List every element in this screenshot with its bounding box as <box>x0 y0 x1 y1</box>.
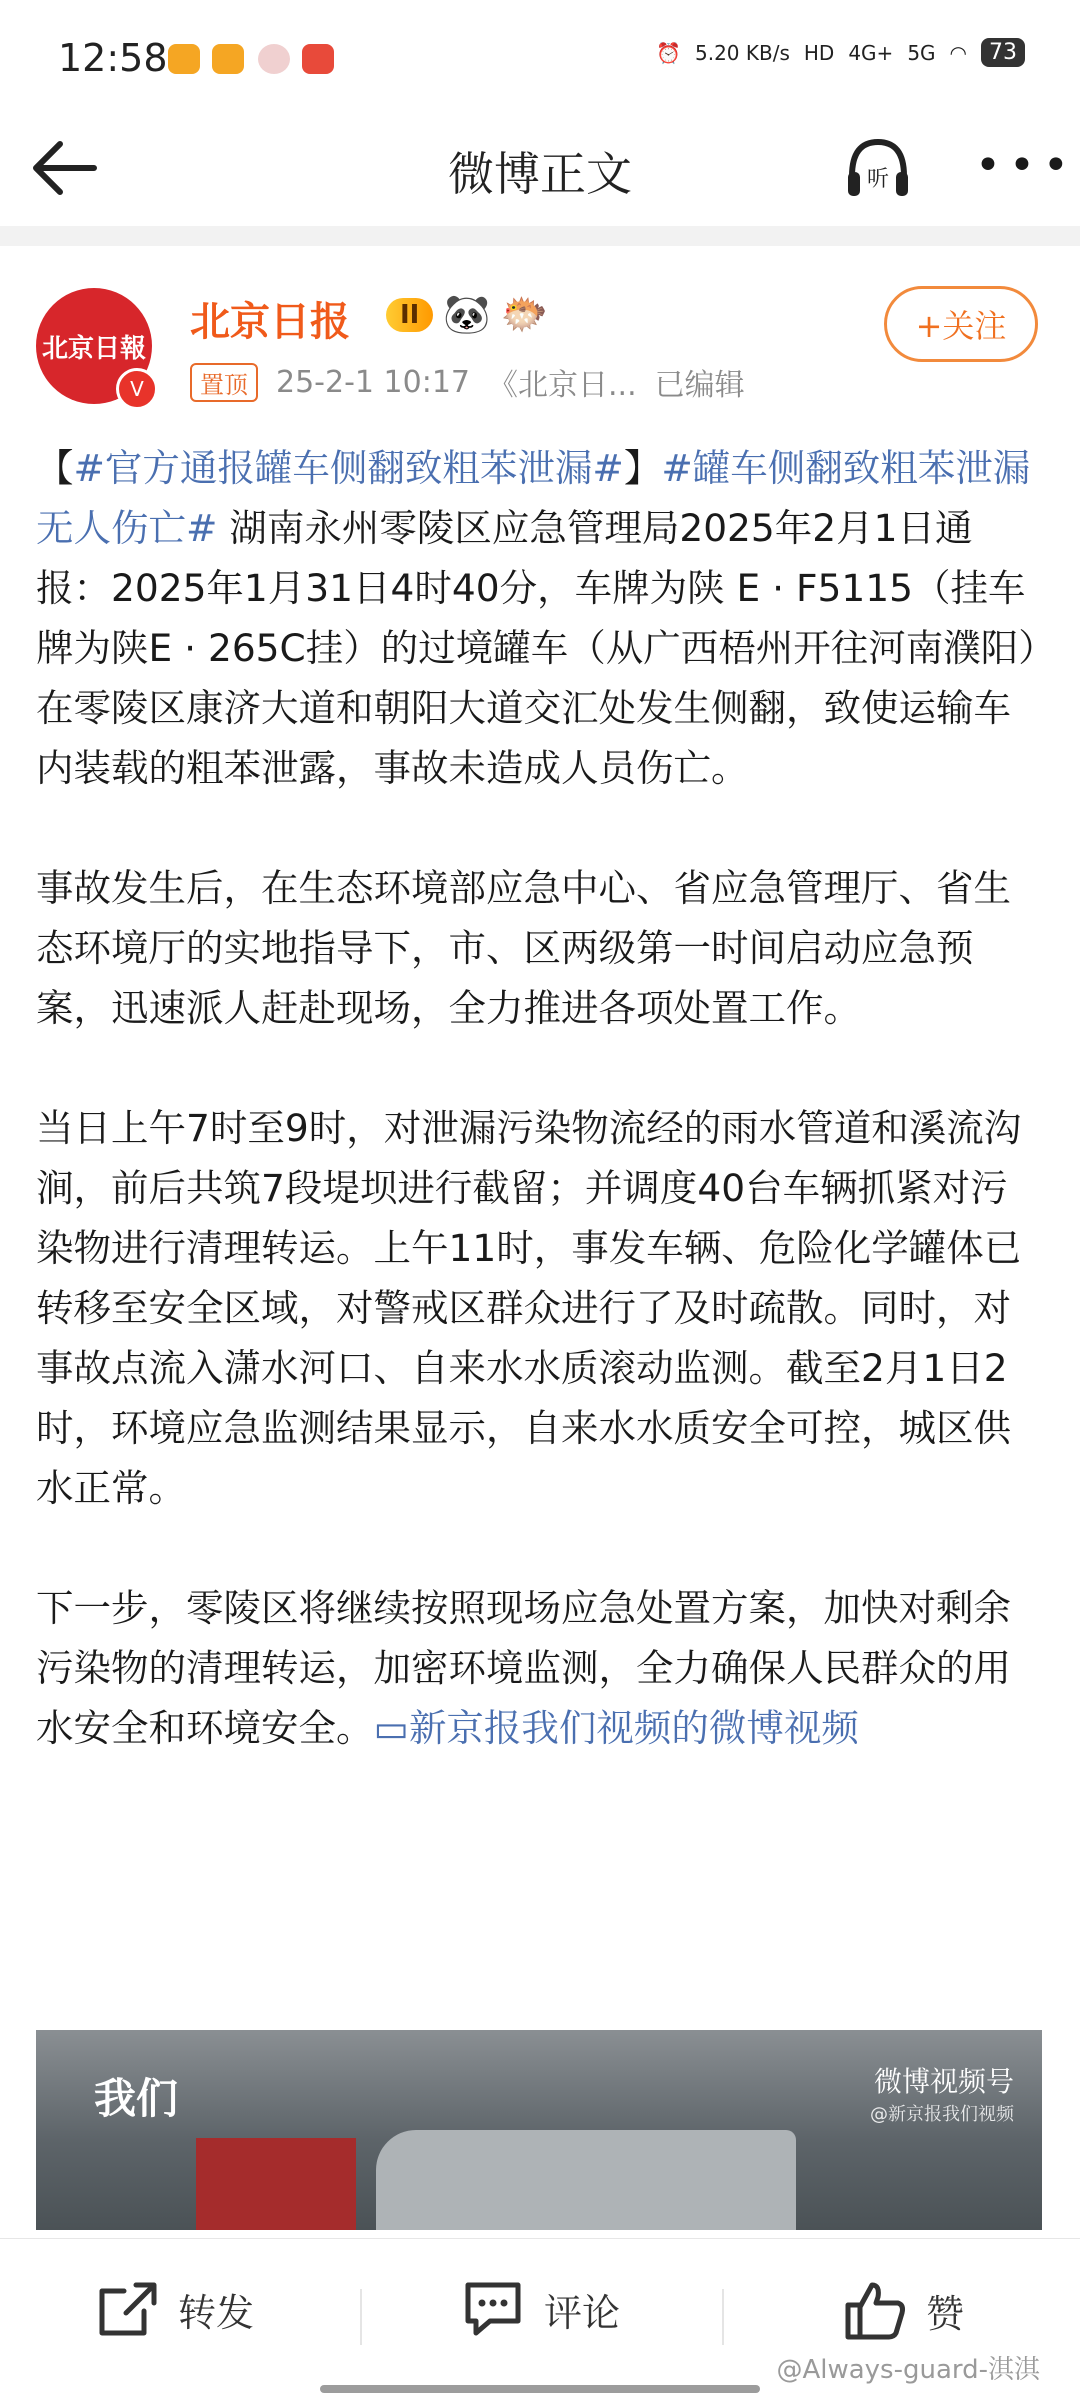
section-divider <box>0 226 1080 246</box>
video-brand <box>870 2060 1014 2126</box>
toutiao-notification-icon <box>302 44 334 74</box>
paragraph-1-text: 湖南永州零陵区应急管理局2025年2月1日通报：2025年1月31日4时40分，车牌为陕 E · F5115（挂车牌为陕E · 265C挂）的过境罐车（从广西梧州开往河南濮阳）在零陵区康济大道和朝阳大道交汇处发生侧翻，致使运输车内装载的粗苯泄露，事故未造成人员伤亡。 <box>36 506 1037 790</box>
watermark: @Always-guard-淇淇 <box>776 2355 1040 2385</box>
page-title: 微博正文 <box>448 147 632 201</box>
status-bar <box>0 0 1080 110</box>
comment-label: 评论 <box>544 2290 621 2335</box>
video-thumbnail[interactable] <box>36 2030 1042 2230</box>
hashtag-link-2[interactable]: #罐车侧翻致粗苯泄漏无人伤亡# <box>36 446 1031 550</box>
video-brand-sub: @新京报我们视频 <box>870 2104 1014 2125</box>
author-name[interactable]: 北京日报 <box>190 299 350 345</box>
paragraph-1: 【#官方通报罐车侧翻致粗苯泄漏#】#罐车侧翻致粗苯泄漏无人伤亡# 湖南永州零陵区应急管理局2025年2月1日通报：2025年1月31日4时40分，车牌为陕 E · F5115（挂车牌为陕E · 265C挂）的过境罐车（从广西梧州开往河南濮阳）在零陵区康济大道和朝阳大道交汇处发生侧翻，致使运输车内装载的粗苯泄露，事故未造成人员伤亡。 <box>36 446 1037 790</box>
video-link-text: 新京报我们视频的微博视频 <box>408 1706 859 1750</box>
alarm-icon: ⏰ <box>656 40 681 65</box>
listen-headphones-icon[interactable] <box>842 132 914 204</box>
like-label: 赞 <box>926 2291 965 2336</box>
panda-icon: 🐼 <box>443 292 491 336</box>
hashtag-link[interactable]: #官方通报罐车侧翻致粗苯泄漏# <box>73 446 624 490</box>
like-button[interactable] <box>842 2279 964 2341</box>
verified-badge-icon: V <box>116 368 158 410</box>
author-badges <box>386 292 548 337</box>
wifi-icon: ◠ <box>949 40 967 65</box>
signal-4g: 4G+ <box>848 40 894 65</box>
video-link[interactable] <box>374 1706 859 1750</box>
thumbs-up-icon <box>842 2279 908 2341</box>
video-brand-name: 微博视频号 <box>873 2065 1014 2098</box>
video-link-icon: ▭ <box>373 1706 409 1750</box>
weibo-notification-icon-2 <box>212 44 244 74</box>
more-options-icon[interactable]: ••• <box>975 140 1077 191</box>
paragraph-4-text: 下一步，零陵区将继续按照现场应急处置方案，加快对剩余污染物的清理转运，加密环境监测，全力确保人民群众的用水安全和环境安全。 <box>36 1586 1011 1750</box>
vip-badge: II <box>386 298 433 332</box>
net-speed: 5.20 KB/s <box>694 40 790 65</box>
repost-icon <box>96 2279 160 2339</box>
status-time: 12:58 <box>58 36 168 80</box>
comment-button[interactable] <box>460 2279 620 2339</box>
svg-text:听: 听 <box>866 167 890 192</box>
post-time: 25-2-1 10:17 <box>276 364 470 400</box>
home-indicator[interactable] <box>320 2385 760 2393</box>
battery-indicator: 73 <box>981 38 1025 67</box>
tank-truck-image <box>376 2130 796 2230</box>
follow-button[interactable]: +关注 <box>884 286 1038 362</box>
status-indicators <box>656 38 1025 67</box>
action-separator <box>360 2289 362 2345</box>
bottom-action-bar <box>0 2238 1080 2401</box>
page-header <box>0 110 1080 220</box>
repost-button[interactable] <box>96 2279 254 2339</box>
paragraph-2: 事故发生后，在生态环境部应急中心、省应急管理厅、省生态环境厅的实地指导下，市、区两级第一时间启动应急预案，迅速派人赶赴现场，全力推进各项处置工作。 <box>36 866 1011 1030</box>
weibo-notification-icon <box>168 44 200 74</box>
post-meta <box>190 360 745 404</box>
fish-icon: 🐡 <box>500 292 549 336</box>
repost-label: 转发 <box>178 2290 255 2335</box>
signal-5g: 5G <box>907 40 936 65</box>
post-content <box>36 438 1042 1818</box>
video-logo: 我们 <box>94 2074 179 2123</box>
paragraph-4 <box>36 1578 1042 1758</box>
post-source: 《北京日... <box>488 368 637 403</box>
hd-icon: HD <box>803 40 835 65</box>
truck-cab-image <box>196 2138 356 2230</box>
paragraph-3: 当日上午7时至9时，对泄漏污染物流经的雨水管道和溪流沟涧，前后共筑7段堤坝进行截留；并调度40台车辆抓紧对污染物进行清理转运。上午11时，事发车辆、危险化学罐体已转移至安全区域，对警戒区群众进行了及时疏散。同时，对事故点流入潇水河口、自来水水质滚动监测。截至2月1日2时，环境应急监测结果显示，自来水水质安全可控，城区供水正常。 <box>36 1106 1022 1510</box>
pinned-badge: 置顶 <box>190 363 258 402</box>
avatar-text: 北京日報 <box>41 333 146 364</box>
edited-label: 已编辑 <box>654 368 745 403</box>
comment-icon <box>460 2279 526 2339</box>
avatar-notification-icon <box>258 44 290 74</box>
action-separator-2 <box>722 2289 724 2345</box>
